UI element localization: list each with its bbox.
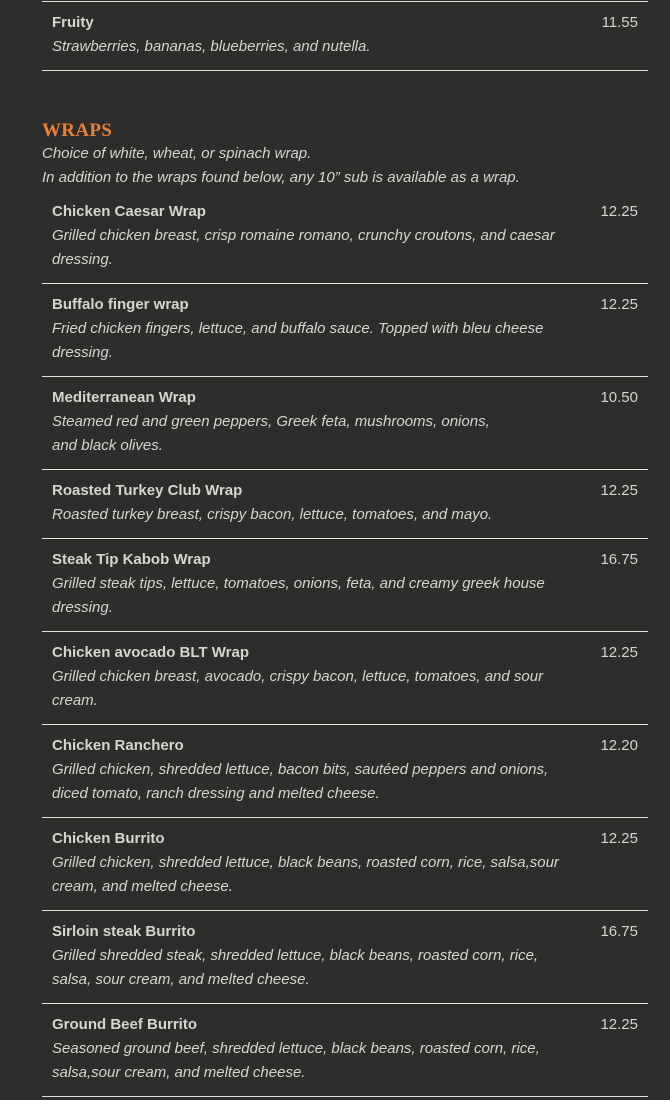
item-name: Chicken Burrito [52, 830, 165, 847]
menu-item [42, 827, 648, 899]
item-description: Grilled steak tips, lettuce, tomatoes, onions, feta, and creamy greek house dressing. [52, 575, 545, 616]
divider [42, 910, 648, 911]
item-description: Grilled shredded steak, shredded lettuce, black beans, roasted corn, rice, salsa, sour cream, and melted cheese. [52, 947, 539, 988]
item-name: Chicken Caesar Wrap [52, 203, 206, 220]
section-note: Choice of white, wheat, or spinach wrap. [42, 145, 312, 162]
divider [42, 724, 648, 725]
divider [42, 817, 648, 818]
divider [42, 538, 648, 539]
section-title: WRAPS [42, 120, 113, 141]
item-price: 12.25 [600, 644, 638, 661]
item-price: 12.20 [600, 737, 638, 754]
menu-item-fruity [42, 11, 648, 59]
item-name: Mediterranean Wrap [52, 389, 196, 406]
item-price: 12.25 [600, 830, 638, 847]
item-price: 11.55 [601, 14, 638, 31]
section-note: In addition to the wraps found below, any 10” sub is available as a wrap. [42, 169, 520, 186]
item-name: Fruity [52, 14, 94, 31]
menu-item [42, 1013, 648, 1085]
item-name: Buffalo finger wrap [52, 296, 189, 313]
item-description: Grilled chicken breast, avocado, crispy bacon, lettuce, tomatoes, and sour cream. [52, 668, 544, 709]
item-description: Steamed red and green peppers, Greek feta, mushrooms, onions, and black olives. [52, 413, 490, 454]
divider [42, 631, 648, 632]
menu-item [42, 479, 648, 527]
item-price: 12.25 [600, 1016, 638, 1033]
item-name: Chicken avocado BLT Wrap [52, 644, 249, 661]
item-price: 12.25 [600, 203, 638, 220]
item-description: Roasted turkey breast, crispy bacon, lettuce, tomatoes, and mayo. [52, 506, 493, 523]
item-price: 12.25 [600, 482, 638, 499]
item-description: Strawberries, bananas, blueberries, and nutella. [52, 38, 371, 55]
item-description: Fried chicken fingers, lettuce, and buffalo sauce. Topped with bleu cheese dressing. [52, 320, 544, 361]
menu-item [42, 920, 648, 992]
divider [42, 1, 648, 2]
item-price: 16.75 [600, 551, 638, 568]
menu-item [42, 734, 648, 806]
item-name: Ground Beef Burrito [52, 1016, 197, 1033]
item-description: Grilled chicken breast, crisp romaine romano, crunchy croutons, and caesar dressing. [52, 227, 555, 268]
item-description: Seasoned ground beef, shredded lettuce, black beans, roasted corn, rice, salsa,sour cream, and melted cheese. [52, 1040, 540, 1081]
item-name: Roasted Turkey Club Wrap [52, 482, 243, 499]
divider [42, 1096, 648, 1097]
divider [42, 283, 648, 284]
item-name: Chicken Ranchero [52, 737, 184, 754]
item-name: Sirloin steak Burrito [52, 923, 196, 940]
item-price: 12.25 [600, 296, 638, 313]
menu-item [42, 200, 648, 272]
menu-item [42, 548, 648, 620]
menu-item [42, 293, 648, 365]
divider [42, 70, 648, 71]
menu-item [42, 641, 648, 713]
item-description: Grilled chicken, shredded lettuce, black beans, roasted corn, rice, salsa,sour cream, and melted cheese. [52, 854, 559, 895]
item-price: 10.50 [600, 389, 638, 406]
item-name: Steak Tip Kabob Wrap [52, 551, 211, 568]
divider [42, 376, 648, 377]
divider [42, 1003, 648, 1004]
item-description: Grilled chicken, shredded lettuce, bacon bits, sautéed peppers and onions, diced tomato, ranch dressing and melted cheese. [52, 761, 549, 802]
divider [42, 469, 648, 470]
menu-item [42, 386, 648, 458]
item-price: 16.75 [600, 923, 638, 940]
